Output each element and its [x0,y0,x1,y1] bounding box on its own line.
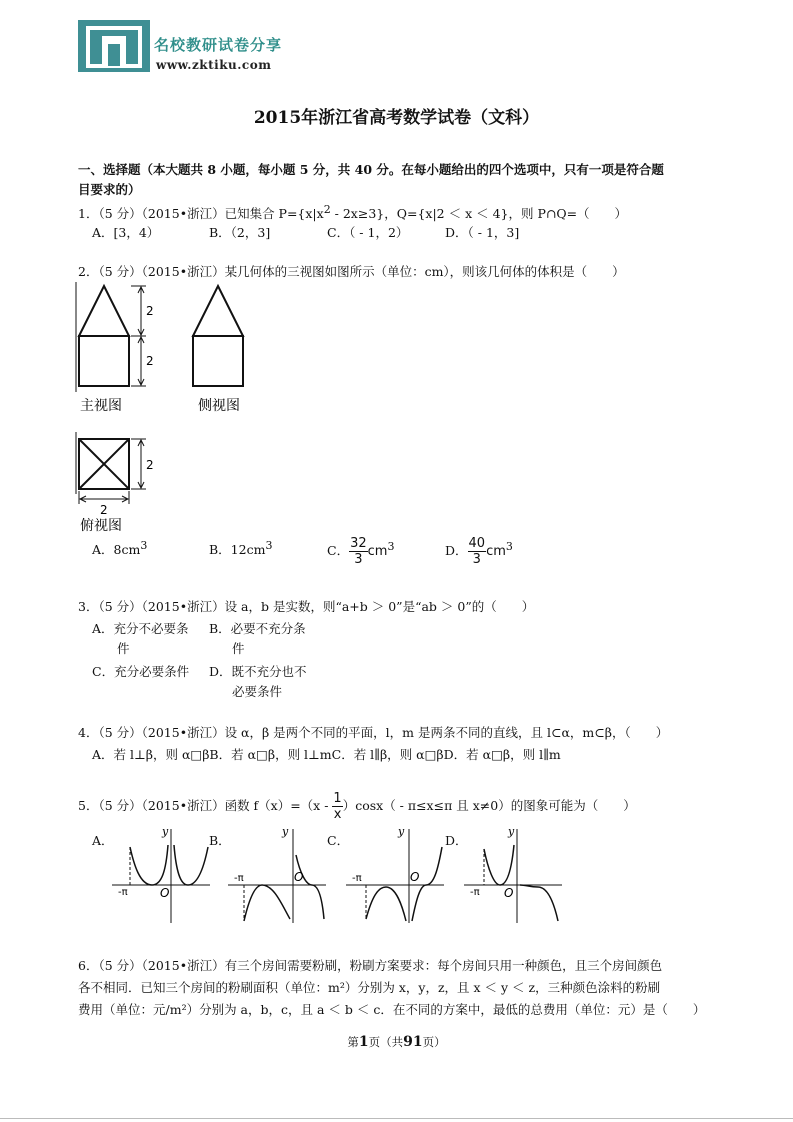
q1-option-c: C．（ - 1，2） [327,225,409,240]
dim-body-label: 2 [146,354,154,368]
q5-graph-a-label: A． [92,833,114,848]
top-view-label: 俯视图 [80,518,122,534]
q5-graph-b-label: B． [209,833,231,848]
logo-text: 名校教研试卷分享 [154,36,283,54]
q5-c-o: O [410,870,420,884]
dim-roof-label: 2 [146,304,154,318]
q5-d-y: y [508,825,515,838]
top-view [79,439,129,489]
q2-d-fraction: $\frac{40}{3}$ [468,536,486,567]
front-dimension [131,286,146,386]
q5-graph-b [228,825,328,925]
q1-stem: 1．（5 分）（2015•浙江）已知集合 $P=\{x|x^2 - 2x\ge 3\}$，Q={x|2 ＜ x ＜ 4}，则 P∩Q=（ ） [78,203,628,222]
bottom-divider [0,1118,793,1119]
q5-graph-c [346,825,446,925]
q3-stem: 3．（5 分）（2015•浙江）设 a，b 是实数，则“a+b ＞ 0”是“ab ＞ 0”的（ ） [78,599,535,614]
page-footer: 第1页（共91页） [347,1034,446,1050]
q2-option-b: B．$12cm^3$ [209,539,273,558]
logo-building-icon [78,20,150,72]
q5-c-y: y [398,825,405,838]
q5-graph-c-label: C． [327,833,350,848]
side-view-label: 侧视图 [198,398,240,414]
q3-option-b-line2: 件 [232,641,245,656]
logo-mark [78,20,150,72]
dim-bottom-label: 2 [100,503,108,517]
q5-c-pi: -π [352,873,362,884]
q1-option-b: B．（2，3] [209,225,271,240]
q3-option-c: C．充分必要条件 [92,664,190,679]
q6-line1: 6．（5 分）（2015•浙江）有三个房间需要粉刷，粉刷方案要求：每个房间只用一种颜色，且三个房间颜色 [78,958,663,973]
q5-stem: 5．（5 分）（2015•浙江）函数 f（x）=（x - $\frac{1}{x}$ ）cosx（ - π≤x≤π 且 x≠0）的图象可能为（ ） [78,791,636,822]
three-view-figure [74,282,264,534]
q6-line3: 费用（单位：元/m²）分别为 a，b，c，且 a ＜ b ＜ c．在不同的方案中，最低的总费用（单位：元）是（ ） [78,1002,706,1017]
q3-option-a-line2: 件 [117,641,130,656]
q5-d-pi: -π [470,887,480,898]
q5-a-pi: -π [118,887,128,898]
q2-option-a: A．$8cm^3$ [92,539,148,558]
q4-stem: 4．（5 分）（2015•浙江）设 α，β 是两个不同的平面，l，m 是两条不同的直线，且 l⊂α，m⊂β，（ ） [78,725,669,740]
q5-a-y: y [162,825,169,838]
q6-line2: 各不相同．已知三个房间的粉刷面积（单位：m²）分别为 x，y，z，且 x ＜ y ＜ z，三种颜色涂料的粉刷 [78,980,661,995]
side-view [193,286,243,386]
q2-c-fraction: $\frac{32}{3}$ [350,536,367,567]
dim-top-label: 2 [146,458,154,472]
q5-fraction: $\frac{1}{x}$ [333,791,342,822]
q3-option-d-line1: D．既不充分也不 [209,664,307,679]
q1-option-a: A．[3，4） [92,225,160,240]
q3-option-a-line1: A．充分不必要条 [92,621,189,636]
q2-option-c: C． $\frac{32}{3}$ $cm^3$ [327,536,395,567]
footer-page-number: 1 [358,1034,369,1050]
q5-a-o: O [160,886,170,900]
q4-options: A．若 l⊥β，则 α□βB．若 α□β，则 l⊥mC．若 l∥β，则 α□βD．若 α□β，则 l∥m [92,747,561,762]
q2-option-d: D． $\frac{40}{3}$ $cm^3$ [445,536,513,567]
q5-graph-a [112,825,212,925]
q1-option-d: D．（ - 1，3] [445,225,520,240]
q5-b-y: y [282,825,289,838]
front-view-label: 主视图 [80,398,122,414]
q5-graph-d-label: D． [445,833,468,848]
q3-option-b-line1: B．必要不充分条 [209,621,306,636]
q2-stem: 2．（5 分）（2015•浙江）某几何体的三视图如图所示（单位：cm），则该几何体的体积是（ ） [78,264,625,279]
footer-total-pages: 91 [403,1034,423,1050]
section-heading-line2: 目要求的） [78,182,141,197]
q5-b-pi: -π [234,873,244,884]
front-view [79,286,129,386]
q5-d-o: O [504,886,514,900]
q3-option-d-line2: 必要条件 [232,684,283,699]
section-heading-line1: 一、选择题（本大题共 8 小题，每小题 5 分，共 40 分。在每小题给出的四个选项中，只有一项是符合题 [78,162,664,177]
q5-b-o: O [294,870,304,884]
q5-graph-d [464,825,564,925]
page-title: 2015年浙江省高考数学试卷（文科） [253,108,540,128]
logo-url: www.zktiku.com [156,58,272,72]
